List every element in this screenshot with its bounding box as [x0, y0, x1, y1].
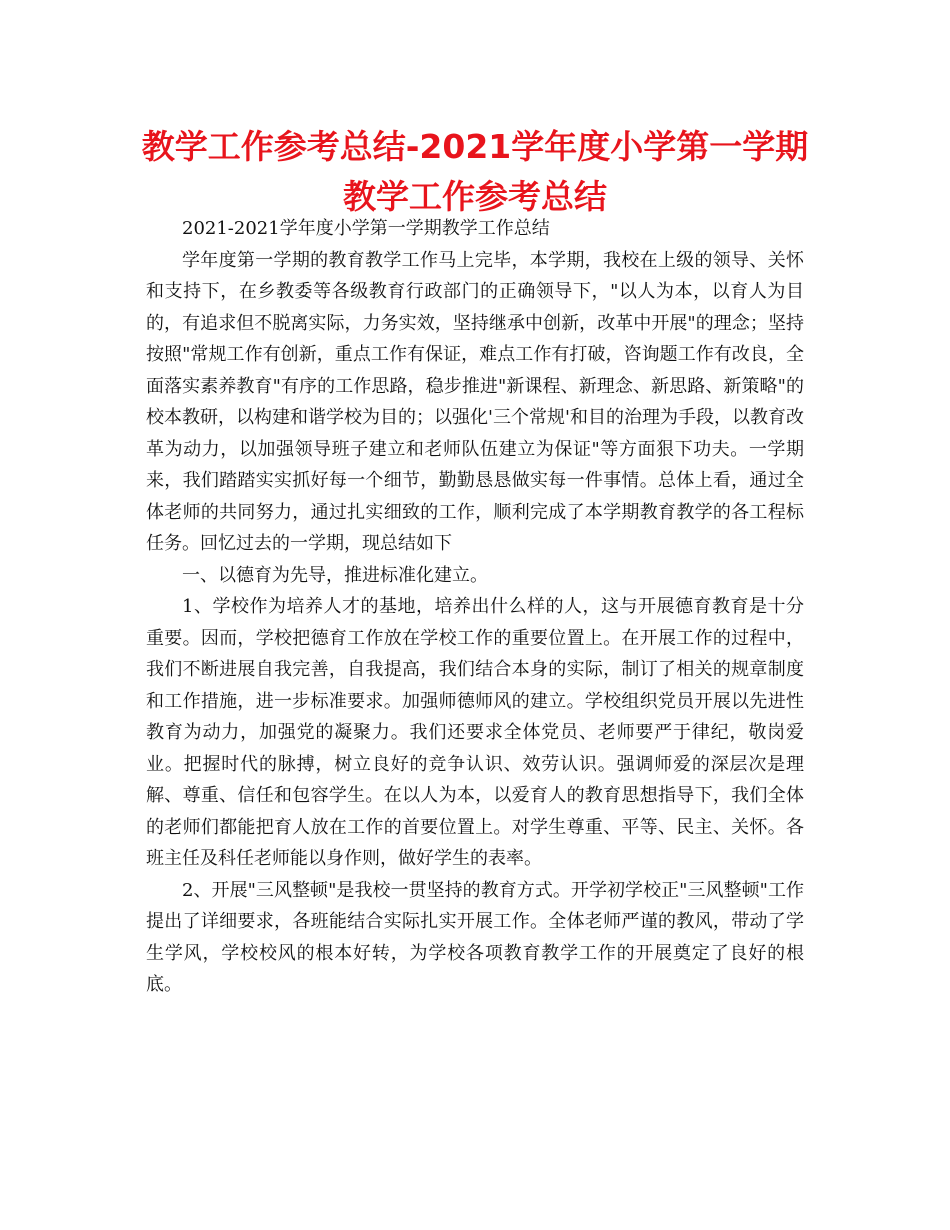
- body-paragraph: 1、学校作为培养人才的基地，培养出什么样的人，这与开展德育教育是十分重要。因而，学校把德育工作放在学校工作的重要位置上。在开展工作的过程中，我们不断进展自我完善，自我提高，我们结合本身的实际，制订了相关的规章制度和工作措施，进一步标准要求。加强师德师风的建立。学校组织党员开展以先进性教育为动力，加强党的凝聚力。我们还要求全体党员、老师要严于律纪，敬岗爱业。把握时代的脉搏，树立良好的竞争认识、效劳认识。强调师爱的深层次是理解、尊重、信任和包容学生。在以人为本，以爱育人的教育思想指导下，我们全体的老师们都能把育人放在工作的首要位置上。对学生尊重、平等、民主、关怀。各班主任及科任老师能以身作则，做好学生的表率。: [146, 596, 804, 869]
- document-subtitle: 2021-2021学年度小学第一学期教学工作总结: [182, 218, 550, 239]
- section-heading: 一、以德育为先导，推进标准化建立。: [182, 564, 488, 586]
- body-paragraph: 2、开展"三风整顿"是我校一贯坚持的教育方式。开学初学校正"三风整顿"工作提出了详细要求，各班能结合实际扎实开展工作。全体老师严谨的教风，带动了学生学风，学校校风的根本好转，为学校各项教育教学工作的开展奠定了良好的根底。: [146, 879, 804, 995]
- document-title: 教学工作参考总结-2021学年度小学第一学期教学工作参考总结: [141, 127, 809, 216]
- intro-paragraph: 学年度第一学期的教育教学工作马上完毕，本学期，我校在上级的领导、关怀和支持下，在乡教委等各级教育行政部门的正确领导下，"以人为本，以育人为目的，有追求但不脱离实际，力务实效，坚持继承中创新，改革中开展"的理念；坚持按照"常规工作有创新，重点工作有保证，难点工作有打破，咨询题工作有改良，全面落实素养教育"有序的工作思路，稳步推进"新课程、新理念、新思路、新策略"的校本教研，以构建和谐学校为目的；以强化'三个常规'和目的治理为手段，以教育改革为动力，以加强领导班子建立和老师队伍建立为保证"等方面狠下功夫。一学期来，我们踏踏实实抓好每一个细节，勤勤恳恳做实每一件事情。总体上看，通过全体老师的共同努力，通过扎实细致的工作，顺利完成了本学期教育教学的各工程标任务。回忆过去的一学期，现总结如下: [146, 249, 804, 554]
- document-body: [146, 213, 804, 1001]
